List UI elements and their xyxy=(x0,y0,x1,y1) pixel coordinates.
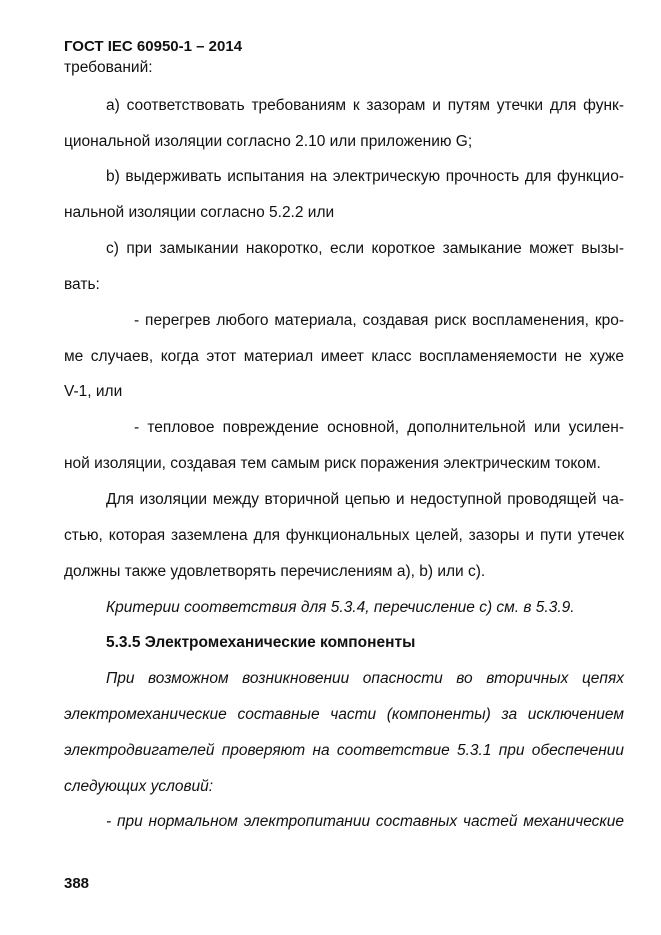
sub-item: - тепловое повреждение основной, дополнительной или усилен- xyxy=(134,419,624,436)
text-line: стью, которая заземлена для функциональных целей, зазоры и пути утечек xyxy=(64,527,624,544)
italic-list-item: - при нормальном электропитании составных частей механические xyxy=(106,813,624,830)
italic-text-line: электродвигателей проверяют на соответствие 5.3.1 при обеспечении xyxy=(64,742,624,759)
text-line: V-1, или xyxy=(64,383,123,400)
sub-item: - перегрев любого материала, создавая риск воспламенения, кро- xyxy=(134,312,624,329)
list-item-c: с) при замыкании накоротко, если короткое замыкание может вызы- xyxy=(106,240,624,257)
section-heading: 5.3.5 Электромеханические компоненты xyxy=(106,634,416,651)
paragraph-line: Для изоляции между вторичной цепью и недоступной проводящей ча- xyxy=(106,491,624,508)
list-item-b: b) выдерживать испытания на электрическую прочность для функцио- xyxy=(106,168,624,185)
italic-paragraph-line: При возможном возникновении опасности во вторичных цепях xyxy=(106,670,624,687)
text-line: ной изоляции, создавая тем самым риск поражения электрическим током. xyxy=(64,455,601,472)
compliance-criteria: Критерии соответствия для 5.3.4, перечисление с) см. в 5.3.9. xyxy=(106,599,575,616)
italic-text-line: следующих условий: xyxy=(64,778,214,795)
text-line: должны также удовлетворять перечислениям а), b) или с). xyxy=(64,563,486,580)
italic-text-line: электромеханические составные части (компоненты) за исключением xyxy=(64,706,624,723)
text-line: требований: xyxy=(64,59,153,76)
text-line: нальной изоляции согласно 5.2.2 или xyxy=(64,204,335,221)
text-line: ме случаев, когда этот материал имеет класс воспламеняемости не хуже xyxy=(64,348,624,365)
text-line: циональной изоляции согласно 2.10 или приложению G; xyxy=(64,133,473,150)
text-line: вать: xyxy=(64,276,100,293)
page-number: 388 xyxy=(64,875,90,892)
document-header: ГОСТ IEC 60950-1 – 2014 xyxy=(64,38,243,55)
list-item-a: а) соответствовать требованиям к зазорам и путям утечки для функ- xyxy=(106,97,624,114)
